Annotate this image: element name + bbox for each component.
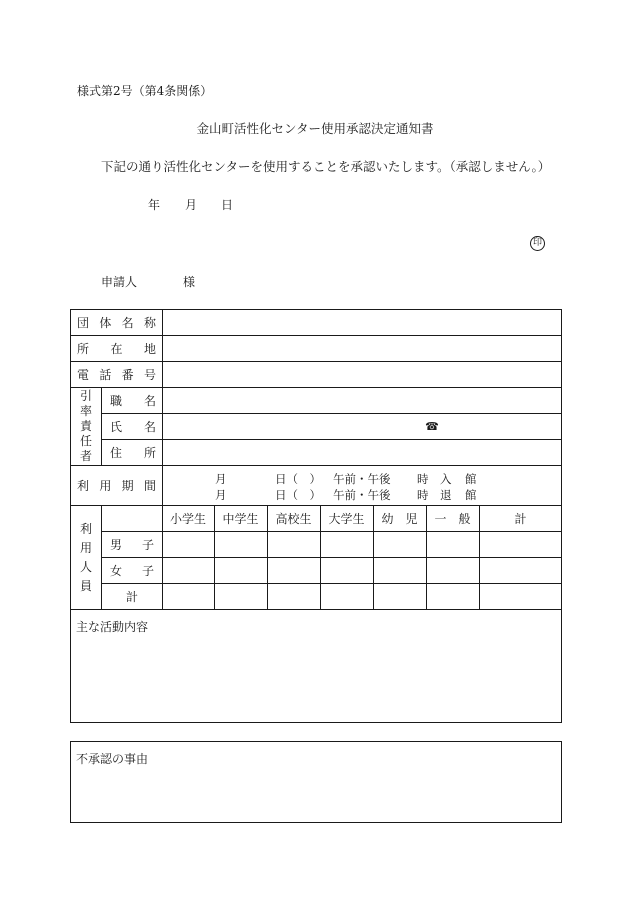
column-header: 中学生	[222, 512, 259, 526]
date-month: 月	[185, 198, 198, 212]
column-header: 小学生	[169, 512, 206, 526]
document-title: 金山町活性化センター使用承認決定通知書	[196, 121, 434, 136]
column-header: 一 般	[434, 512, 471, 526]
main-activity-label: 主な活動内容	[76, 620, 149, 634]
row-divider	[101, 531, 562, 532]
col-divider	[162, 309, 163, 609]
row-divider	[101, 557, 562, 558]
date-day: 日	[221, 198, 234, 212]
leader-name-label: 氏 名	[110, 420, 156, 434]
approval-statement: 下記の通り活性化センターを使用することを承認いたします。（承認しません。）	[101, 159, 551, 174]
row-divider	[101, 413, 562, 414]
usage-exit-row: 月 日（ ） 午前・午後 時 退 館	[215, 488, 477, 502]
leader-label: 引 率 責 任 者	[79, 389, 92, 463]
seal-mark-icon: 印	[530, 236, 545, 251]
usage-period-label: 利 用 期 間	[77, 479, 156, 493]
date-year: 年	[148, 198, 161, 212]
usage-entry-row: 月 日（ ） 午前・午後 時 入 館	[215, 472, 477, 486]
column-header: 高校生	[275, 512, 312, 526]
leader-title-label: 職 名	[110, 394, 156, 408]
row-label-female: 女 子	[110, 564, 154, 578]
phone-label: 電 話 番 号	[77, 368, 156, 382]
row-divider	[101, 439, 562, 440]
row-label-total: 計	[125, 590, 138, 604]
column-header: 計	[514, 512, 527, 526]
group-name-label: 団 体 名 称	[77, 316, 156, 330]
address-label: 所 在 地	[77, 342, 156, 356]
phone-icon: ☎	[425, 420, 439, 433]
applicant-label: 申請人	[101, 275, 138, 289]
leader-residence-label: 住 所	[110, 446, 156, 460]
refusal-reason-label: 不承認の事由	[76, 752, 149, 766]
column-header: 幼 児	[381, 512, 418, 526]
row-divider	[101, 583, 562, 584]
row-label-male: 男 子	[110, 538, 154, 552]
column-header: 大学生	[328, 512, 365, 526]
row-divider	[70, 609, 562, 610]
form-number: 様式第2号（第4条関係）	[77, 84, 213, 98]
users-label: 利 用 人 員	[79, 521, 92, 593]
applicant-honorific: 様	[183, 275, 196, 289]
